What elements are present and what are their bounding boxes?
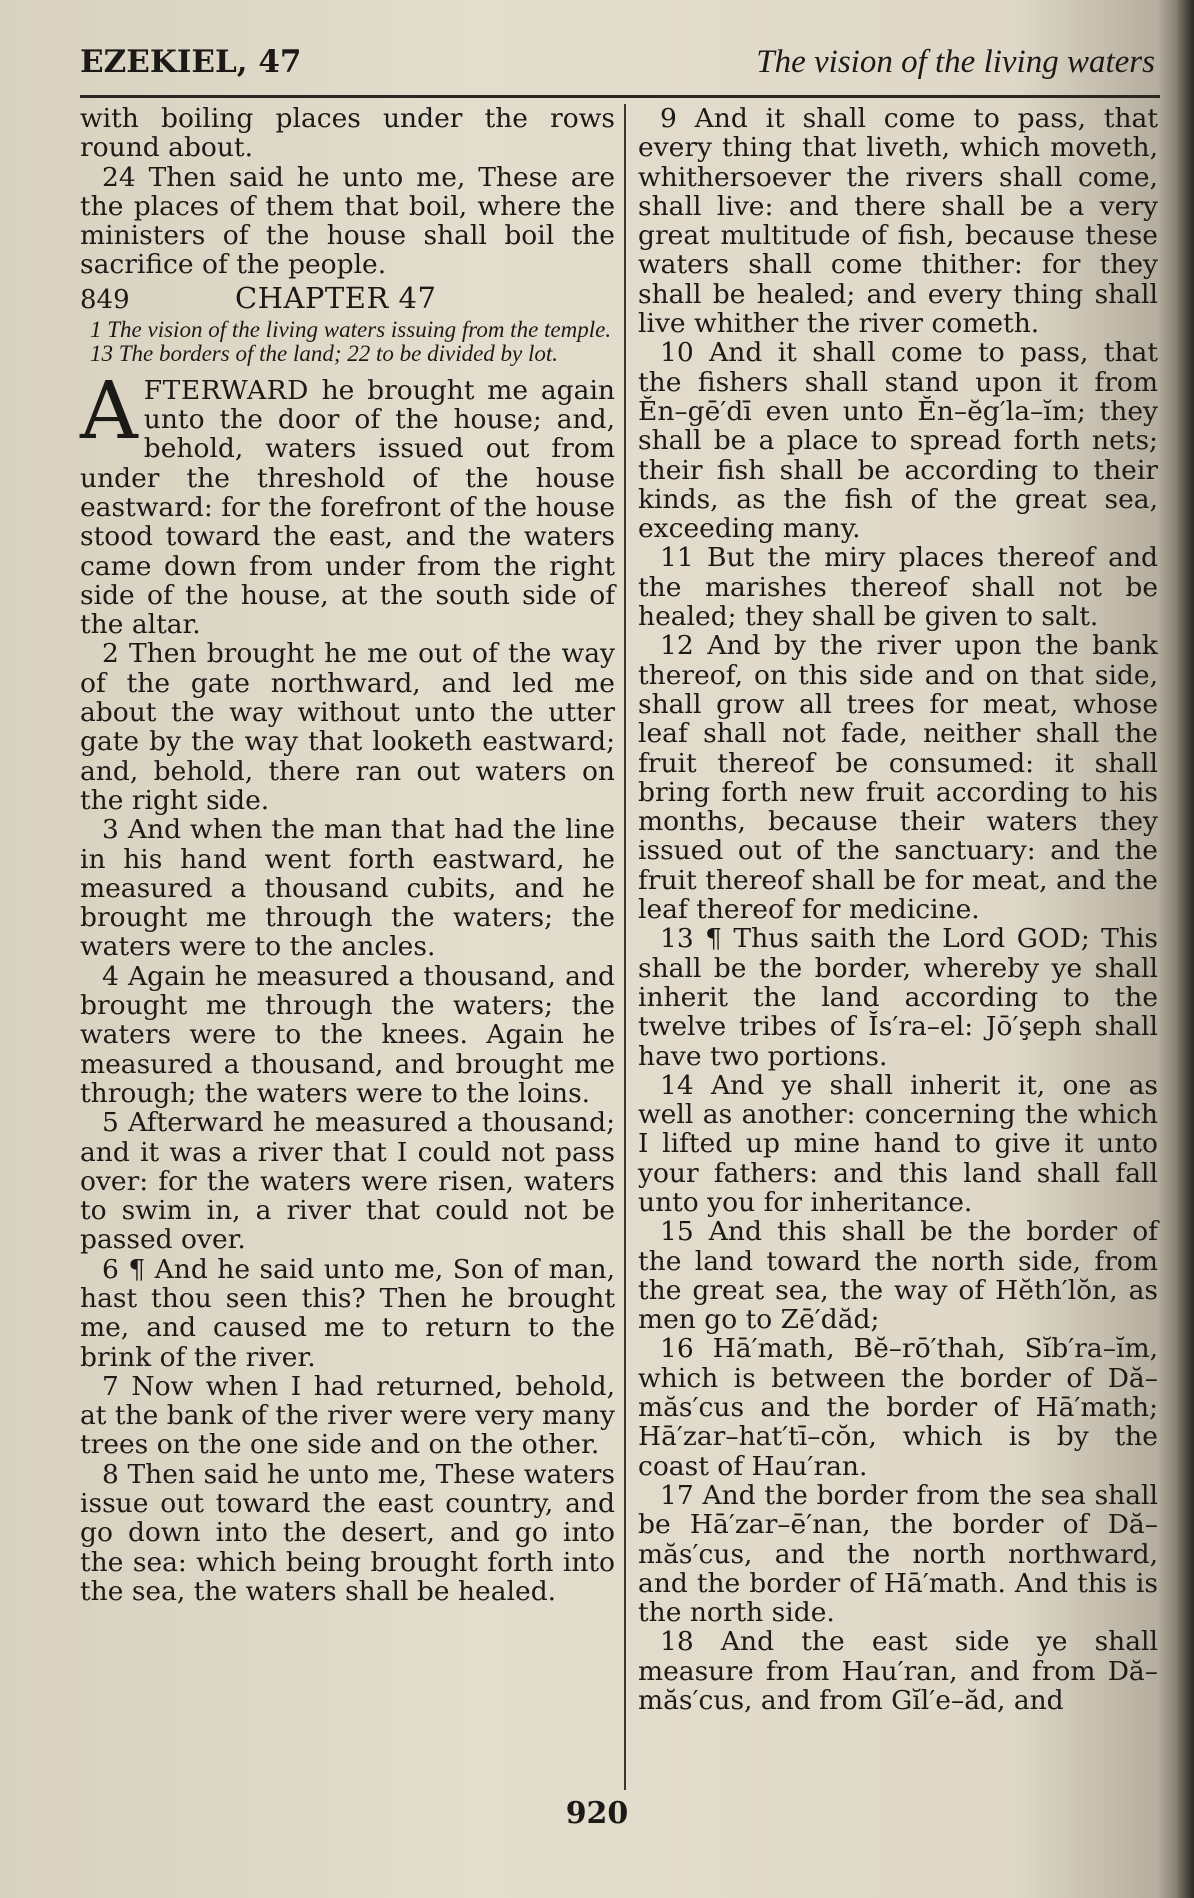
verse-11: 11 But the miry places thereof and the marishes thereof shall not be healed; they shall be given to salt. <box>638 542 1158 633</box>
chapter-number: 849 <box>80 284 130 315</box>
verse-23-end: with boiling places under the rows round about. <box>80 103 615 164</box>
verse-3: 3 And when the man that had the line in his hand went forth eastward, he measured a thousand cubits, and he brought me through the waters; the waters were to the ancles. <box>80 814 615 963</box>
verse-14: 14 And ye shall inherit it, one as well as another: concerning the which I lifted up mine hand to give it unto your fathers: and this land shall fall unto you for inheritance. <box>638 1069 1158 1218</box>
verse-5: 5 Afterward he measured a thousand; and it was a river that I could not pass over: for the waters were risen, waters to swim in, a river that could not be passed over. <box>80 1107 615 1256</box>
verse-8: 8 Then said he unto me, These waters issue out toward the east country, and go down into the desert, and go into the sea: which being brought forth into the sea, the waters shall be healed. <box>80 1458 615 1607</box>
left-column <box>80 104 615 1606</box>
chapter-heading: CHAPTER 47 <box>235 280 437 315</box>
running-title: The vision of the living waters <box>756 44 1155 80</box>
verse-10: 10 And it shall come to pass, that the fishers shall stand upon it from Ĕn–gē′dī even unto Ĕn–ĕg′la–ĭm; they shall be a place to spread forth nets; their fish shall be according to their kinds, as the fish of the great sea, exceeding many. <box>638 337 1158 545</box>
verse-4: 4 Again he measured a thousand, and brought me through the waters; the waters were to the knees. Again he measured a thousand, and brought me through; the waters were to the loins. <box>80 960 615 1109</box>
drop-cap: A <box>80 363 138 457</box>
page-edge-shadow <box>1178 0 1194 1898</box>
verse-15: 15 And this shall be the border of the land toward the north side, from the great sea, the way of Hĕth′lŏn, as men go to Zē′dăd; <box>638 1216 1158 1336</box>
column-divider <box>624 104 626 1790</box>
verse-16: 16 Hā′math, Bĕ–rō′thah, Sĭb′ra–ĭm, which is between the border of Dă–măs′cus and the border of Hā′math; Hā′zar–hat′tī–cŏn, which is by the coast of Hau′ran. <box>638 1333 1158 1482</box>
verse-12: 12 And by the river upon the bank thereof, on this side and on that side, shall grow all trees for meat, whose leaf shall not fade, neither shall the fruit thereof be consumed: it shall bring forth new fruit according to his months, because their waters they issued out of the sanctuary: and the fruit thereof shall be for meat, and the leaf thereof for medicine. <box>638 630 1158 926</box>
verse-18: 18 And the east side ye shall measure from Hau′ran, and from Dă–măs′cus, and from Gĭl′e–ăd, and <box>638 1626 1158 1717</box>
book-chapter-label: EZEKIEL, 47 <box>80 44 302 80</box>
verse-7: 7 Now when I had returned, behold, at the bank of the river were very many trees on the one side and on the other. <box>80 1370 615 1461</box>
page-number: 920 <box>565 1796 629 1831</box>
verse-2: 2 Then brought he me out of the way of the gate northward, and led me about the way without unto the utter gate by the way that looketh eastward; and, behold, there ran out waters on the right side. <box>80 638 615 816</box>
chapter-title-line <box>80 282 615 316</box>
verse-24: 24 Then said he unto me, These are the places of them that boil, where the ministers of the house shall boil the sacrifice of the people. <box>80 161 615 281</box>
chapter-summary: 1 The vision of the living waters issuing from the temple. 13 The borders of the land; 22 to be divided by lot. <box>90 316 612 366</box>
verse-17: 17 And the border from the sea shall be Hā′zar–ē′nan, the border of Dă–măs′cus, and the north northward, and the border of Hā′math. And this is the north side. <box>638 1479 1158 1629</box>
verse-1 <box>80 363 615 641</box>
right-column <box>638 104 1158 1715</box>
verse-13: 13 ¶ Thus saith the Lord GOD; This shall be the border, whereby ye shall inherit the land according to the twelve tribes of Ĭs′ra–el: Jō′şeph shall have two portions. <box>638 923 1158 1072</box>
page-header <box>80 44 1155 90</box>
header-rule <box>80 95 1160 98</box>
verse-1-caps: FTERWARD <box>143 374 309 406</box>
verse-9: 9 And it shall come to pass, that every thing that liveth, which moveth, whithersoever the rivers shall come, shall live: and there shall be a very great multitude of fish, because these waters shall come thither: for they shall be healed; and every thing shall live whither the river cometh. <box>638 103 1158 340</box>
verse-1-text: he brought me again unto the door of the house; and, behold, waters issued out from under the threshold of the house eastward: for the forefront of the house stood toward the east, and the waters came down from under from the right side of the house, at the south side of the altar. <box>80 374 615 641</box>
verse-6: 6 ¶ And he said unto me, Son of man, hast thou seen this? Then he brought me, and caused me to return to the brink of the river. <box>80 1253 615 1373</box>
